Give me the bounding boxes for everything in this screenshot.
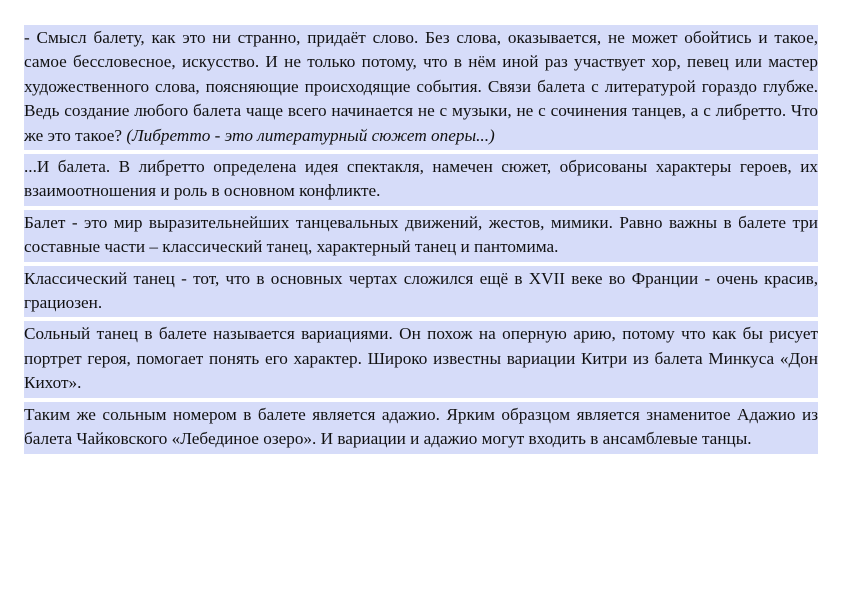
paragraph-ballet-parts	[24, 210, 818, 262]
document-body	[24, 25, 818, 458]
paragraph-text: Сольный танец в балете называется вариациями. Он похож на оперную арию, потому что как бы рисует портрет героя, помогает понять его характер. Широко известны вариации Китри из балета Минкуса «Дон Кихот».	[24, 324, 818, 393]
paragraph-italic-note: (Либретто - это литературный сюжет оперы...)	[126, 125, 495, 145]
paragraph-libretto-intro	[24, 25, 818, 150]
paragraph-text: ...И балета. В либретто определена идея спектакля, намечен сюжет, обрисованы характеры героев, их взаимоотношения и роль в основном конфликте.	[24, 157, 818, 201]
paragraph-text: Балет - это мир выразительнейших танцевальных движений, жестов, мимики. Равно важны в балете три составные части – классический танец, характерный танец и пантомима.	[24, 212, 818, 257]
paragraph-text: Классический танец - тот, что в основных чертах сложился ещё в XVII веке во Франции - очень красив, грациозен.	[24, 268, 818, 313]
paragraph-text: Таким же сольным номером в балете является адажио. Ярким образцом является знаменитое Адажио из балета Чайковского «Лебединое озеро». И вариации и адажио могут входить в ансамблевые танцы.	[24, 404, 818, 449]
paragraph-text: - Смысл балету, как это ни странно, придаёт слово. Без слова, оказывается, не может обойтись и такое, самое бессловесное, искусство. И не только потому, что в нём иной раз участвует хор, певец или мастер художественного слова, поясняющие происходящие события. Связи балета с литературой гораздо глубже. Ведь создание любого балета чаще всего начинается не с музыки, не с сочинения танцев, а с либретто. Что же это такое?	[24, 28, 818, 145]
paragraph-adagio	[24, 402, 818, 454]
paragraph-solo-variations	[24, 321, 818, 397]
paragraph-libretto-definition	[24, 154, 818, 206]
paragraph-classical-dance	[24, 266, 818, 318]
